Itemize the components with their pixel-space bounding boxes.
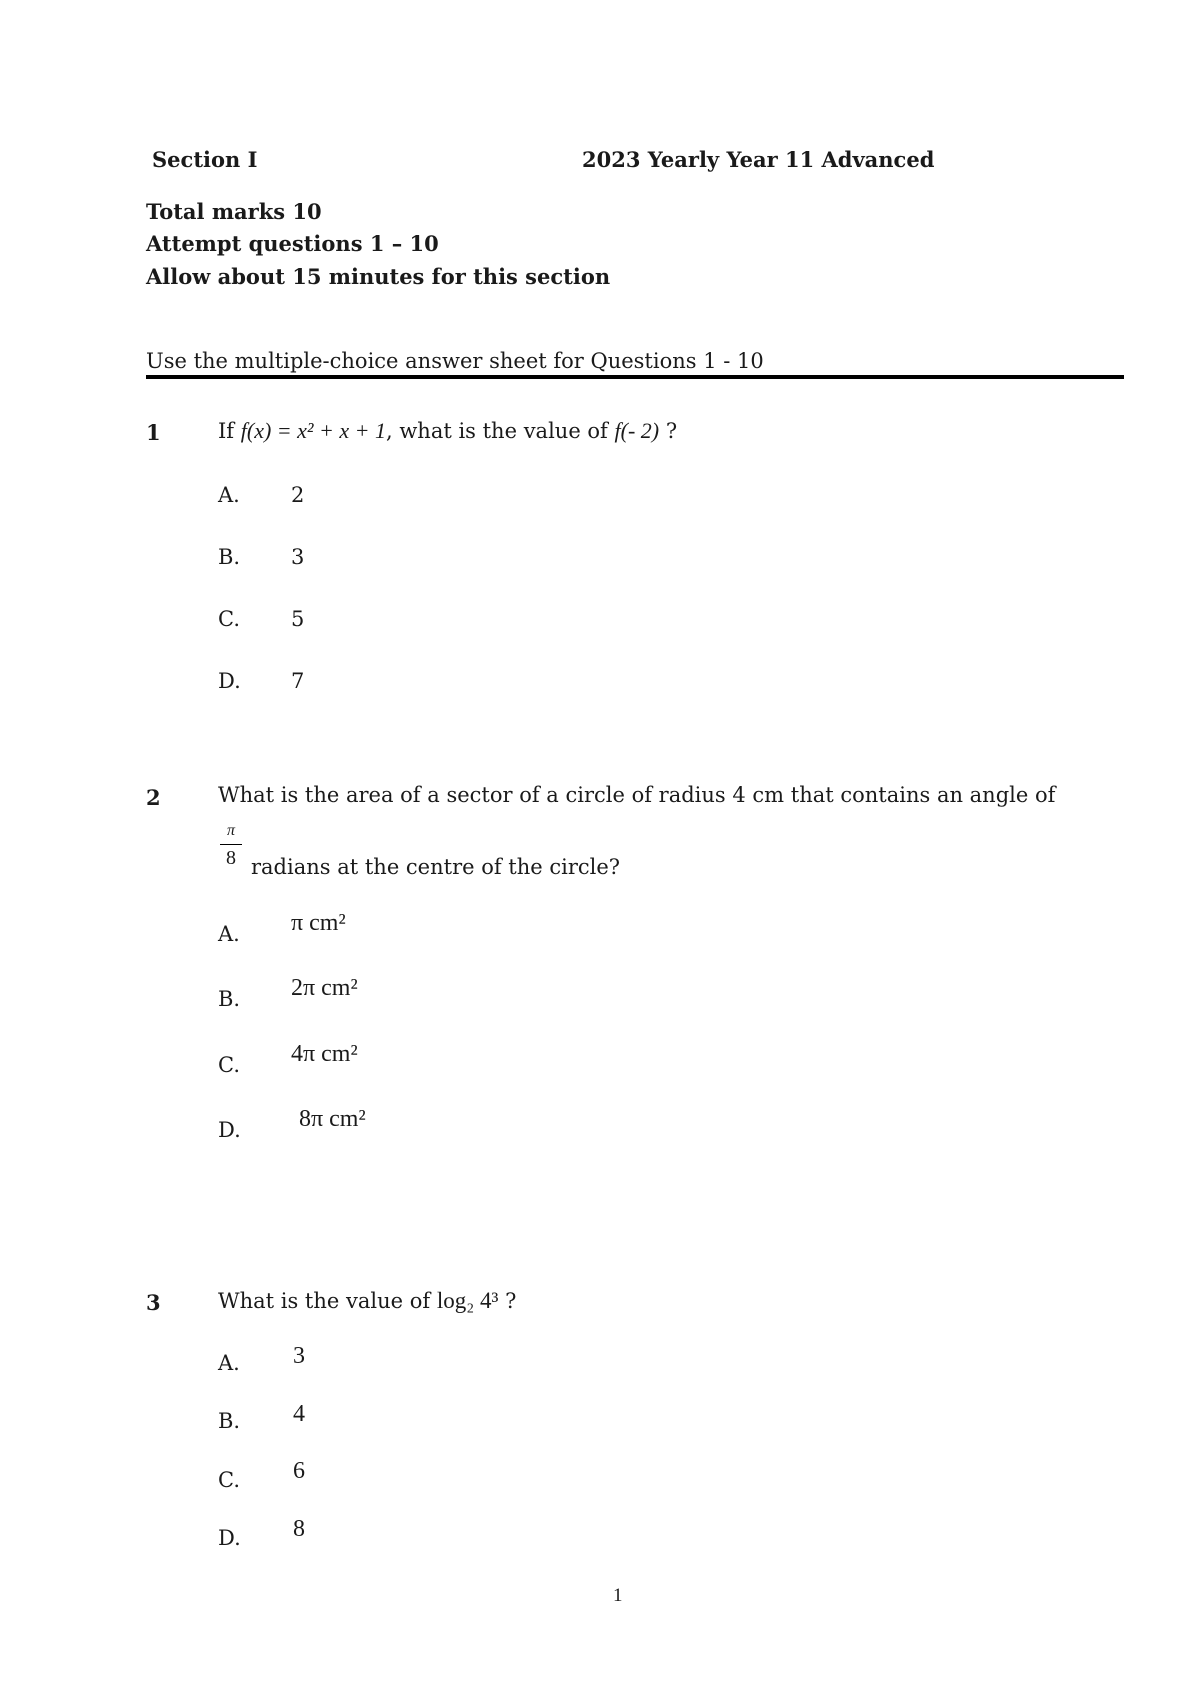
q2-option-letter: D. bbox=[218, 1118, 241, 1142]
q3-question-mark: ? bbox=[505, 1289, 517, 1313]
fraction-denominator: 8 bbox=[226, 847, 236, 869]
q3-option-letter: B. bbox=[218, 1409, 241, 1433]
q3-option-value: 3 bbox=[293, 1343, 305, 1369]
q1-formula: f(x) = x² + x + 1 bbox=[240, 418, 386, 443]
answer-sheet-instruction: Use the multiple-choice answer sheet for Questions 1 - 10 bbox=[146, 349, 764, 373]
q1-option-letter: A. bbox=[218, 483, 240, 507]
q3-option-value: 8 bbox=[293, 1516, 305, 1542]
q3-option-value: 6 bbox=[293, 1458, 305, 1484]
q2-angle-fraction bbox=[220, 820, 242, 869]
q3-option-letter: D. bbox=[218, 1526, 241, 1550]
q3-text-before: What is the value of bbox=[218, 1289, 431, 1313]
question-3-number: 3 bbox=[146, 1290, 161, 1315]
fraction-bar bbox=[220, 844, 242, 845]
q1-text-if: If bbox=[218, 419, 235, 443]
total-marks: Total marks 10 bbox=[146, 199, 322, 224]
q1-formula2: f(- 2) bbox=[614, 418, 660, 443]
q2-option-letter: B. bbox=[218, 987, 241, 1011]
q1-option-letter: B. bbox=[218, 545, 241, 569]
section-label: Section I bbox=[152, 147, 258, 172]
fraction-numerator: π bbox=[226, 822, 235, 839]
q1-text-middle: , what is the value of bbox=[385, 419, 608, 443]
question-2-stem-line1: What is the area of a sector of a circle of radius 4 cm that contains an angle of bbox=[218, 783, 1056, 807]
page-number: 1 bbox=[613, 1585, 623, 1606]
q1-option-value: 2 bbox=[291, 483, 305, 507]
q1-option-value: 3 bbox=[291, 545, 305, 569]
question-2-number: 2 bbox=[146, 785, 161, 810]
question-3-stem bbox=[218, 1288, 516, 1314]
section-divider bbox=[146, 375, 1124, 379]
q3-formula: log₂ 4³ bbox=[436, 1288, 499, 1313]
q2-option-value: 4π cm² bbox=[291, 1041, 358, 1067]
q2-option-value: 2π cm² bbox=[291, 975, 358, 1001]
time-instruction: Allow about 15 minutes for this section bbox=[146, 264, 611, 289]
q3-option-letter: A. bbox=[218, 1351, 240, 1375]
q2-option-value: π cm² bbox=[291, 910, 346, 936]
q2-option-letter: A. bbox=[218, 922, 240, 946]
question-1-number: 1 bbox=[146, 420, 161, 445]
q1-option-letter: C. bbox=[218, 607, 240, 631]
q2-option-value: 8π cm² bbox=[299, 1106, 366, 1132]
q1-option-value: 5 bbox=[291, 607, 305, 631]
q1-option-letter: D. bbox=[218, 669, 241, 693]
q2-option-letter: C. bbox=[218, 1053, 240, 1077]
q3-option-value: 4 bbox=[293, 1401, 305, 1427]
q1-option-value: 7 bbox=[291, 669, 305, 693]
q1-question-mark: ? bbox=[665, 419, 678, 443]
attempt-instruction: Attempt questions 1 – 10 bbox=[146, 231, 439, 256]
q3-option-letter: C. bbox=[218, 1468, 240, 1492]
question-1-stem bbox=[218, 418, 677, 444]
exam-title: 2023 Yearly Year 11 Advanced bbox=[582, 147, 935, 172]
question-2-stem-line2: radians at the centre of the circle? bbox=[251, 855, 621, 879]
